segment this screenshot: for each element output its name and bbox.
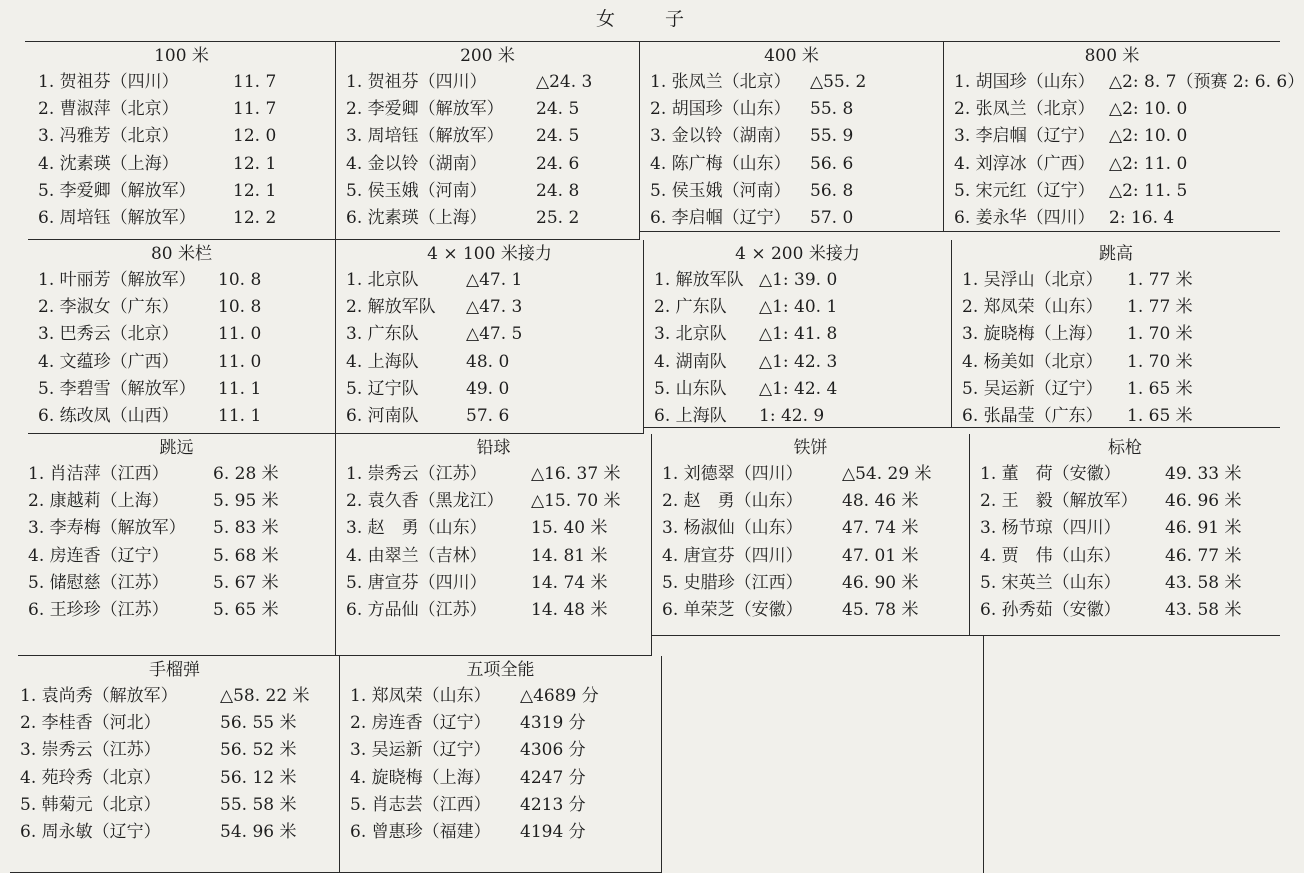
- result-value: 4319 分: [520, 713, 586, 734]
- entry-list: [952, 267, 1280, 430]
- athlete-name: 1. 叶丽芳（解放军）: [38, 270, 196, 290]
- result-value: △2: 11. 5: [1109, 180, 1188, 201]
- result-value: 5. 68 米: [213, 545, 279, 566]
- athlete-name: 3. 李启帼（辽宁）: [954, 126, 1095, 147]
- entry-row: [954, 123, 1280, 150]
- result-value: 56. 55 米: [220, 713, 297, 734]
- entry-row: [28, 461, 335, 488]
- athlete-name: 2. 房连香（辽宁）: [350, 713, 491, 734]
- entry-row: [28, 597, 335, 624]
- entry-row: [20, 819, 339, 846]
- result-value: 46. 91 米: [1165, 518, 1242, 539]
- result-value: 43. 58 米: [1165, 599, 1242, 620]
- entry-row: [654, 321, 951, 348]
- event-cell: [336, 240, 644, 434]
- event-cell: [10, 656, 340, 873]
- result-value: △2: 10. 0: [1109, 126, 1188, 147]
- entry-row: [350, 792, 661, 819]
- athlete-name: 4. 由翠兰（吉林）: [346, 545, 487, 566]
- athlete-name: 5. 辽宁队: [346, 378, 419, 399]
- result-value: △4689 分: [520, 686, 599, 706]
- athlete-name: 1. 贺祖芬（四川）: [38, 72, 179, 92]
- athlete-name: 1. 郑凤荣（山东）: [350, 686, 491, 706]
- entry-row: [38, 151, 335, 178]
- event-cell: [644, 240, 952, 428]
- entry-list: [970, 461, 1280, 624]
- entry-row: [654, 403, 951, 430]
- event-cell: [952, 240, 1280, 428]
- athlete-name: 4. 金以铃（湖南）: [346, 153, 487, 174]
- entry-row: [38, 178, 335, 205]
- result-value: 4194 分: [520, 821, 586, 842]
- athlete-name: 4. 刘淳冰（广西）: [954, 153, 1095, 174]
- result-value: 48. 46 米: [842, 491, 919, 512]
- entry-row: [980, 597, 1280, 624]
- entry-row: [980, 570, 1280, 597]
- result-value: 1. 77 米: [1127, 270, 1193, 290]
- result-value: 1: 42. 9: [759, 405, 825, 426]
- event-title: 80 米栏: [150, 244, 213, 264]
- result-value: 11. 7: [233, 72, 277, 92]
- entry-row: [346, 96, 639, 123]
- result-value: 5. 83 米: [213, 518, 279, 539]
- athlete-name: 4. 上海队: [346, 351, 419, 372]
- result-value: 57. 0: [810, 207, 854, 228]
- event-title: 800 米: [1084, 46, 1140, 66]
- entry-row: [350, 683, 661, 710]
- entry-row: [962, 403, 1280, 430]
- athlete-name: 3. 旋晓梅（上海）: [962, 324, 1103, 345]
- athlete-name: 2. 广东队: [654, 297, 727, 318]
- entry-row: [38, 267, 335, 294]
- entry-row: [346, 69, 639, 96]
- athlete-name: 5. 韩菊元（北京）: [20, 794, 161, 815]
- athlete-name: 4. 苑玲秀（北京）: [20, 767, 161, 788]
- entry-list: [944, 69, 1304, 232]
- entry-row: [650, 69, 943, 96]
- result-value: 12. 1: [233, 153, 277, 174]
- result-value: 11. 0: [218, 351, 262, 372]
- entry-row: [350, 710, 661, 737]
- entry-row: [20, 765, 339, 792]
- result-value: △1: 40. 1: [759, 297, 838, 318]
- athlete-name: 3. 巴秀云（北京）: [38, 324, 179, 345]
- result-value: 14. 81 米: [531, 545, 608, 566]
- event-cell: [28, 240, 336, 434]
- entry-row: [38, 294, 335, 321]
- entry-row: [962, 294, 1280, 321]
- athlete-name: 3. 杨节琼（四川）: [980, 518, 1121, 539]
- entry-row: [654, 267, 951, 294]
- athlete-name: 1. 胡国珍（山东）: [954, 72, 1095, 92]
- event-title: 200 米: [460, 46, 515, 66]
- result-value: 57. 6: [466, 405, 510, 426]
- entry-row: [350, 737, 661, 764]
- event-title: 跳远: [159, 438, 194, 458]
- athlete-name: 4. 房连香（辽宁）: [28, 545, 169, 566]
- entry-row: [954, 151, 1280, 178]
- athlete-name: 2. 曹淑萍（北京）: [38, 99, 179, 120]
- result-value: 46. 96 米: [1165, 491, 1242, 512]
- athlete-name: 2. 郑凤荣（山东）: [962, 297, 1103, 318]
- athlete-name: 1. 袁尚秀（解放军）: [20, 686, 178, 706]
- result-value: 12. 1: [233, 180, 277, 201]
- entry-row: [38, 123, 335, 150]
- entry-row: [20, 683, 339, 710]
- result-value: 45. 78 米: [842, 599, 919, 620]
- athlete-name: 3. 北京队: [654, 324, 727, 345]
- event-title: 400 米: [764, 46, 819, 66]
- athlete-name: 5. 李爱卿（解放军）: [38, 180, 196, 201]
- entry-row: [346, 403, 643, 430]
- result-value: 24. 8: [536, 180, 580, 201]
- entry-row: [20, 710, 339, 737]
- entry-row: [962, 267, 1280, 294]
- result-value: 49. 0: [466, 378, 510, 399]
- athlete-name: 1. 解放军队: [654, 270, 744, 290]
- result-value: 2: 16. 4: [1109, 207, 1175, 228]
- result-value: 24. 6: [536, 153, 580, 174]
- result-value: 46. 90 米: [842, 572, 919, 593]
- result-value: 48. 0: [466, 351, 510, 372]
- result-value: △16. 37 米: [531, 464, 621, 484]
- athlete-name: 1. 肖洁萍（江西）: [28, 464, 169, 484]
- result-value: 56. 12 米: [220, 767, 297, 788]
- athlete-name: 2. 赵 勇（山东）: [662, 491, 803, 512]
- empty-cell: [984, 636, 1280, 873]
- entry-row: [346, 123, 639, 150]
- athlete-name: 6. 张晶莹（广东）: [962, 405, 1103, 426]
- athlete-name: 4. 陈广梅（山东）: [650, 153, 791, 174]
- result-value: 11. 1: [218, 405, 262, 426]
- athlete-name: 3. 周培钰（解放军）: [346, 126, 504, 147]
- entry-row: [350, 765, 661, 792]
- athlete-name: 6. 周培钰（解放军）: [38, 207, 196, 228]
- athlete-name: 1. 吴浮山（北京）: [962, 270, 1103, 290]
- event-cell: [640, 42, 944, 232]
- result-value: 15. 40 米: [531, 518, 608, 539]
- athlete-name: 2. 张凤兰（北京）: [954, 99, 1095, 120]
- athlete-name: 1. 贺祖芬（四川）: [346, 72, 487, 92]
- athlete-name: 2. 李爱卿（解放军）: [346, 99, 504, 120]
- event-cell: [340, 656, 662, 873]
- result-value: 55. 8: [810, 99, 854, 120]
- result-value: 1. 70 米: [1127, 351, 1193, 372]
- entry-row: [662, 597, 969, 624]
- result-value: △24. 3: [536, 72, 593, 92]
- result-value: 56. 8: [810, 180, 854, 201]
- entry-row: [954, 205, 1280, 232]
- athlete-name: 1. 北京队: [346, 270, 419, 290]
- result-value: 11. 7: [233, 99, 277, 120]
- result-value: △47. 5: [466, 324, 523, 345]
- result-value: 10. 8: [218, 297, 262, 318]
- result-value: 55. 58 米: [220, 794, 297, 815]
- entry-list: [340, 683, 661, 846]
- entry-row: [654, 349, 951, 376]
- result-value: △47. 1: [466, 270, 523, 290]
- entry-list: [28, 69, 335, 232]
- result-value: 12. 0: [233, 126, 277, 147]
- result-value: 14. 74 米: [531, 572, 608, 593]
- entry-row: [346, 461, 651, 488]
- result-value: △54. 29 米: [842, 464, 932, 484]
- event-cell: [336, 42, 640, 240]
- event-cell: [652, 434, 970, 636]
- result-value: △15. 70 米: [531, 491, 621, 512]
- athlete-name: 1. 刘德翠（四川）: [662, 464, 803, 484]
- entry-row: [346, 515, 651, 542]
- event-title: 100 米: [154, 46, 209, 66]
- result-value: 47. 01 米: [842, 545, 919, 566]
- athlete-name: 3. 李寿梅（解放军）: [28, 518, 186, 539]
- athlete-name: 6. 姜永华（四川）: [954, 207, 1095, 228]
- athlete-name: 3. 杨淑仙（山东）: [662, 518, 803, 539]
- result-value: 1. 77 米: [1127, 297, 1193, 318]
- athlete-name: 6. 上海队: [654, 405, 727, 426]
- result-value: △1: 41. 8: [759, 324, 838, 345]
- entry-row: [346, 376, 643, 403]
- result-value: △1: 42. 3: [759, 351, 838, 372]
- athlete-name: 5. 侯玉娥（河南）: [650, 180, 791, 201]
- result-value: 5. 95 米: [213, 491, 279, 512]
- entry-row: [28, 570, 335, 597]
- athlete-name: 1. 董 荷（安徽）: [980, 464, 1121, 484]
- entry-list: [336, 267, 643, 430]
- entry-row: [662, 570, 969, 597]
- entry-list: [644, 267, 951, 430]
- result-value: 4213 分: [520, 794, 586, 815]
- entry-row: [346, 267, 643, 294]
- entry-row: [650, 205, 943, 232]
- entry-row: [962, 376, 1280, 403]
- result-value: △2: 11. 0: [1109, 153, 1188, 174]
- event-cell: [28, 42, 336, 240]
- athlete-name: 5. 侯玉娥（河南）: [346, 180, 487, 201]
- result-value: 47. 74 米: [842, 518, 919, 539]
- event-title: 标枪: [1108, 438, 1142, 458]
- athlete-name: 6. 沈素瑛（上海）: [346, 207, 487, 228]
- result-value: 56. 6: [810, 153, 854, 174]
- athlete-name: 4. 杨美如（北京）: [962, 351, 1103, 372]
- athlete-name: 6. 曾惠珍（福建）: [350, 821, 491, 842]
- entry-row: [662, 488, 969, 515]
- result-value: 24. 5: [536, 99, 580, 120]
- result-value: 10. 8: [218, 270, 262, 290]
- athlete-name: 2. 康越莉（上海）: [28, 491, 169, 512]
- result-value: △2: 10. 0: [1109, 99, 1188, 120]
- athlete-name: 6. 单荣芝（安徽）: [662, 599, 803, 620]
- result-value: △2: 8. 7（预赛 2: 6. 6）: [1109, 72, 1304, 92]
- entry-row: [346, 151, 639, 178]
- entry-row: [346, 321, 643, 348]
- athlete-name: 4. 沈素瑛（上海）: [38, 153, 179, 174]
- entry-row: [346, 349, 643, 376]
- entry-row: [650, 96, 943, 123]
- event-title: 4 × 200 米接力: [735, 244, 860, 264]
- athlete-name: 5. 吴运新（辽宁）: [962, 378, 1103, 399]
- result-value: 14. 48 米: [531, 599, 608, 620]
- athlete-name: 1. 张凤兰（北京）: [650, 72, 791, 92]
- athlete-name: 4. 湖南队: [654, 351, 727, 372]
- entry-row: [38, 96, 335, 123]
- entry-row: [954, 69, 1304, 96]
- result-value: 12. 2: [233, 207, 277, 228]
- event-title: 铁饼: [793, 438, 828, 458]
- result-value: 24. 5: [536, 126, 580, 147]
- athlete-name: 2. 李桂香（河北）: [20, 713, 161, 734]
- entry-row: [980, 515, 1280, 542]
- entry-row: [38, 376, 335, 403]
- entry-row: [38, 349, 335, 376]
- athlete-name: 3. 赵 勇（山东）: [346, 518, 487, 539]
- result-value: 11. 0: [218, 324, 262, 345]
- entry-list: [10, 683, 339, 846]
- entry-row: [346, 543, 651, 570]
- athlete-name: 6. 方品仙（江苏）: [346, 599, 487, 620]
- athlete-name: 5. 储慰慈（江苏）: [28, 572, 169, 593]
- entry-row: [650, 123, 943, 150]
- event-title: 4 × 100 米接力: [427, 244, 552, 264]
- result-value: 54. 96 米: [220, 821, 297, 842]
- event-title: 五项全能: [466, 660, 535, 680]
- event-title: 跳高: [1099, 244, 1133, 264]
- entry-row: [954, 178, 1280, 205]
- athlete-name: 6. 周永敏（辽宁）: [20, 821, 161, 842]
- result-value: 46. 77 米: [1165, 545, 1242, 566]
- entry-row: [28, 543, 335, 570]
- entry-row: [654, 376, 951, 403]
- entry-list: [336, 69, 639, 232]
- entry-row: [20, 737, 339, 764]
- entry-row: [346, 205, 639, 232]
- athlete-name: 5. 史腊珍（江西）: [662, 572, 803, 593]
- result-value: 11. 1: [218, 378, 262, 399]
- athlete-name: 3. 广东队: [346, 324, 419, 345]
- entry-row: [346, 294, 643, 321]
- athlete-name: 3. 崇秀云（江苏）: [20, 740, 161, 761]
- event-cell: [970, 434, 1280, 636]
- result-value: 5. 65 米: [213, 599, 279, 620]
- entry-row: [650, 178, 943, 205]
- entry-row: [28, 488, 335, 515]
- entry-row: [654, 294, 951, 321]
- entry-list: [652, 461, 969, 624]
- entry-list: [336, 461, 651, 624]
- entry-row: [962, 321, 1280, 348]
- athlete-name: 2. 王 毅（解放军）: [980, 491, 1138, 512]
- entry-row: [980, 543, 1280, 570]
- athlete-name: 5. 宋元红（辽宁）: [954, 180, 1095, 201]
- entry-row: [346, 488, 651, 515]
- entry-row: [350, 819, 661, 846]
- result-value: △47. 3: [466, 297, 523, 318]
- result-value: 56. 52 米: [220, 740, 297, 761]
- result-value: △1: 39. 0: [759, 270, 838, 290]
- event-cell: [944, 42, 1304, 232]
- entry-row: [20, 792, 339, 819]
- athlete-name: 6. 河南队: [346, 405, 419, 426]
- entry-row: [346, 570, 651, 597]
- entry-row: [28, 515, 335, 542]
- result-value: 1. 65 米: [1127, 405, 1193, 426]
- page-title: 女 子: [595, 8, 707, 30]
- entry-row: [346, 178, 639, 205]
- athlete-name: 5. 李碧雪（解放军）: [38, 378, 196, 399]
- entry-list: [28, 267, 335, 430]
- athlete-name: 4. 贾 伟（山东）: [980, 545, 1121, 566]
- result-value: △1: 42. 4: [759, 378, 838, 399]
- entry-row: [38, 205, 335, 232]
- athlete-name: 5. 唐宣芬（四川）: [346, 572, 487, 593]
- entry-row: [346, 597, 651, 624]
- result-value: 5. 67 米: [213, 572, 279, 593]
- entry-row: [980, 488, 1280, 515]
- entry-row: [38, 403, 335, 430]
- athlete-name: 4. 唐宣芬（四川）: [662, 545, 803, 566]
- athlete-name: 2. 李淑女（广东）: [38, 297, 179, 318]
- result-value: 1. 70 米: [1127, 324, 1193, 345]
- result-value: 43. 58 米: [1165, 572, 1242, 593]
- athlete-name: 2. 胡国珍（山东）: [650, 99, 791, 120]
- entry-row: [954, 96, 1280, 123]
- event-title: 铅球: [476, 438, 511, 458]
- result-value: 55. 9: [810, 126, 854, 147]
- athlete-name: 5. 肖志芸（江西）: [350, 794, 491, 815]
- athlete-name: 6. 练改凤（山西）: [38, 405, 179, 426]
- result-value: 1. 65 米: [1127, 378, 1193, 399]
- athlete-name: 2. 解放军队: [346, 297, 436, 318]
- entry-row: [38, 69, 335, 96]
- entry-row: [650, 151, 943, 178]
- athlete-name: 6. 李启帼（辽宁）: [650, 207, 791, 228]
- result-value: 49. 33 米: [1165, 464, 1242, 484]
- event-title: 手榴弹: [149, 660, 200, 680]
- athlete-name: 5. 宋英兰（山东）: [980, 572, 1121, 593]
- result-value: 4247 分: [520, 767, 586, 788]
- athlete-name: 6. 孙秀茹（安徽）: [980, 599, 1121, 620]
- entry-list: [18, 461, 335, 624]
- result-value: 6. 28 米: [213, 464, 279, 484]
- athlete-name: 5. 山东队: [654, 378, 727, 399]
- athlete-name: 3. 金以铃（湖南）: [650, 126, 791, 147]
- athlete-name: 2. 袁久香（黑龙江）: [346, 491, 504, 512]
- entry-row: [962, 349, 1280, 376]
- event-cell: [18, 434, 336, 656]
- entry-row: [662, 461, 969, 488]
- event-cell: [336, 434, 652, 656]
- entry-row: [662, 515, 969, 542]
- result-value: 25. 2: [536, 207, 580, 228]
- athlete-name: 1. 崇秀云（江苏）: [346, 464, 487, 484]
- result-value: △58. 22 米: [220, 686, 310, 706]
- entry-row: [980, 461, 1280, 488]
- entry-list: [640, 69, 943, 232]
- entry-row: [662, 543, 969, 570]
- athlete-name: 4. 文蕴珍（广西）: [38, 351, 179, 372]
- empty-cell: [662, 636, 984, 873]
- result-value: △55. 2: [810, 72, 867, 92]
- athlete-name: 3. 冯雅芳（北京）: [38, 126, 179, 147]
- athlete-name: 3. 吴运新（辽宁）: [350, 740, 491, 761]
- entry-row: [38, 321, 335, 348]
- result-value: 4306 分: [520, 740, 586, 761]
- athlete-name: 6. 王珍珍（江苏）: [28, 599, 169, 620]
- athlete-name: 4. 旋晓梅（上海）: [350, 767, 491, 788]
